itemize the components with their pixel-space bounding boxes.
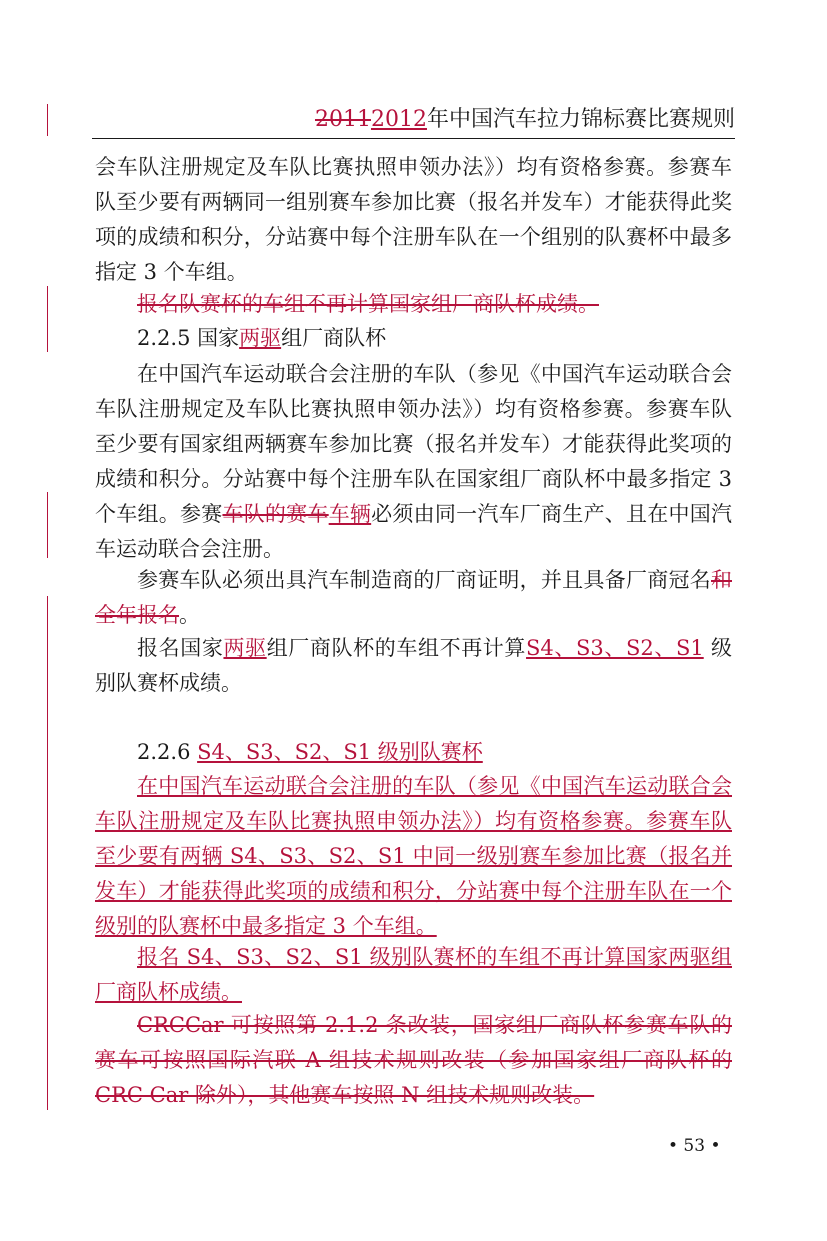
inserted-text: 两驱: [223, 636, 267, 660]
paragraph-7-inserted: [95, 940, 732, 1010]
paragraph-1: 会车队注册规定及车队比赛执照申领办法》）均有资格参赛。参赛车队至少要有两辆同一组别赛车参加比赛（报名并发车）才能获得此奖项的成绩和积分，分站赛中每个注册车队在一个组别的队赛杯中最多指定 3 个车组。: [95, 155, 732, 284]
paragraph-4: [95, 563, 732, 633]
text: 组厂商队杯的车组不再计算: [266, 636, 527, 660]
text: 报名国家: [137, 636, 224, 660]
inserted-year: 2012: [370, 107, 427, 132]
header-rule: [92, 138, 735, 139]
change-bar: [47, 596, 48, 1110]
inserted-text: 在中国汽车运动联合会注册的车队（参见《中国汽车运动联合会车队注册规定及车队比赛执照申领办法》）均有资格参赛。参赛车队至少要有两辆 S4、S3、S2、S1 中同一级别赛车参加比赛（报名并发车）才能获得此奖项的成绩和积分，分站赛中每个注册车队在一个级别的队赛杯中最多指定 3 个车组。: [95, 774, 732, 938]
text: 级别队赛杯成绩。: [95, 636, 733, 695]
section-2-2-6-heading: [95, 735, 732, 770]
inserted-text: 车辆: [328, 502, 372, 526]
deleted-year: 2011: [314, 107, 371, 132]
inserted-text: S4、S3、S2、S1 级别队赛杯: [197, 740, 483, 764]
change-bar: [47, 286, 48, 352]
inserted-text: 两驱: [239, 326, 282, 350]
change-bar: [47, 492, 48, 558]
deleted-text: CRCCar 可按照第 2.1.2 条改装，国家组厂商队杯参赛车队的赛车可按照国际汽联 A 组技术规则改装（参加国家组厂商队杯的 CRC Car 除外），其他赛车按照 N 组技术规则改装。: [95, 1013, 732, 1107]
deleted-text: 报名队赛杯的车组不再计算国家组厂商队杯成绩。: [137, 292, 599, 316]
section-number: 2.2.5 国家: [137, 326, 240, 350]
paragraph-5: [95, 631, 732, 701]
inserted-text: S4、S3、S2、S1: [526, 636, 704, 660]
change-bar: [47, 104, 48, 136]
header-title: 年中国汽车拉力锦标赛比赛规则: [426, 107, 735, 132]
section-title: 组厂商队杯: [281, 326, 387, 350]
text: 。: [179, 603, 200, 627]
inserted-text: 报名 S4、S3、S2、S1 级别队赛杯的车组不再计算国家两驱组厂商队杯成绩。: [95, 945, 732, 1004]
text: 必须由同一汽车厂商生产、且在中国汽车运动联合会注册。: [95, 502, 733, 561]
deleted-text: 和全年报名: [95, 568, 732, 627]
section-2-2-5-heading: [95, 321, 732, 356]
section-number: 2.2.6: [137, 740, 198, 764]
paragraph-2-deleted: [95, 287, 732, 322]
deleted-text: 车队的赛车: [222, 502, 329, 526]
paragraph-6-inserted: [95, 769, 732, 944]
page-number: • 53 •: [668, 1136, 721, 1156]
text: 参赛车队必须出具汽车制造商的厂商证明，并且具备厂商冠名: [137, 568, 711, 592]
text: 在中国汽车运动联合会注册的车队（参见《中国汽车运动联合会车队注册规定及车队比赛执照申领办法》）均有资格参赛。参赛车队至少要有国家组两辆赛车参加比赛（报名并发车）才能获得此奖项的成绩和积分。分站赛中每个注册车队在国家组厂商队杯中最多指定 3 个车组。参赛: [95, 362, 732, 526]
paragraph-3: [95, 357, 732, 567]
running-header: [92, 104, 735, 136]
paragraph-8-deleted: [95, 1008, 732, 1113]
